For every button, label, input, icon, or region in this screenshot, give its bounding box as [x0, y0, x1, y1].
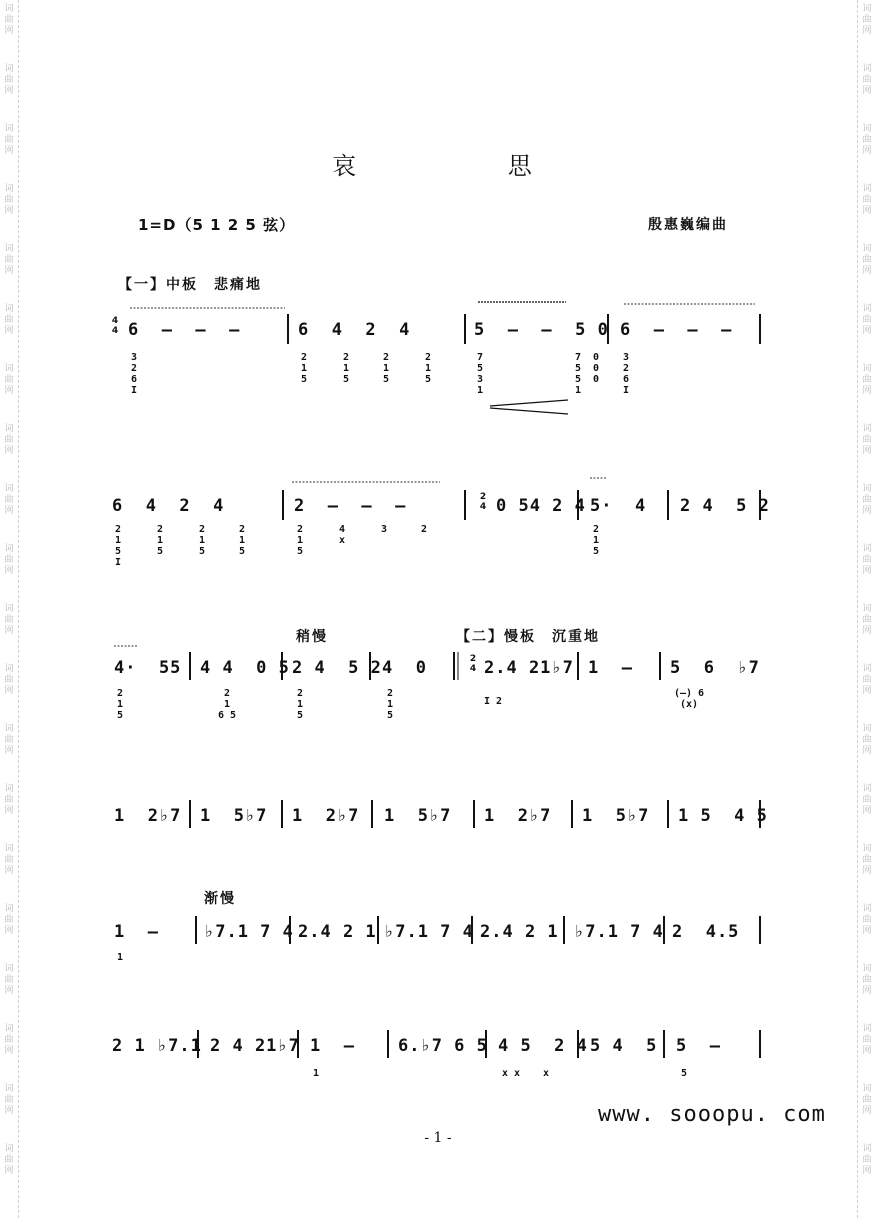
time-signature: 4 4 — [111, 316, 119, 336]
watermark-glyphs: 词 曲 网 — [4, 544, 14, 576]
watermark-glyphs: 词 曲 网 — [862, 64, 872, 96]
measure: 2 4 21♭7 — [210, 1036, 300, 1056]
watermark-glyphs: 词 曲 网 — [4, 4, 14, 36]
measure: 2.4 2 1 — [480, 922, 559, 942]
chord-column: 2 1 5 I — [114, 524, 122, 568]
measure: 2 4.5 — [672, 922, 740, 942]
watermark-glyphs: 词 曲 网 — [4, 1084, 14, 1116]
measure: 6 4 2 4 — [298, 320, 411, 340]
chord-column: 7 5 5 1 — [574, 352, 582, 396]
measure: 1 – — [114, 922, 159, 942]
watermark-glyphs: 词 曲 网 — [862, 124, 872, 156]
watermark-glyphs: 词 曲 网 — [4, 964, 14, 996]
measure: 6 – – – — [128, 320, 241, 340]
measure: 2 – – – — [294, 496, 407, 516]
measure: 2.4 2 1 — [298, 922, 377, 942]
website-watermark: www. sooopu. com — [598, 1102, 826, 1127]
key-signature: 1=D（5 1 2 5 弦） — [138, 216, 296, 234]
watermark-glyphs: 词 曲 网 — [4, 304, 14, 336]
watermark-glyphs: 词 曲 网 — [862, 244, 872, 276]
chord-column: 2 1 5 — [238, 524, 246, 557]
measure: 2 4 5 2 — [292, 658, 382, 678]
watermark-glyphs: 词 曲 网 — [4, 1144, 14, 1176]
page-number: - 1 - — [424, 1130, 452, 1146]
watermark-glyphs: 词 曲 网 — [862, 1144, 872, 1176]
measure: 1 2♭7 — [292, 806, 360, 826]
section-label-1: 【一】中板 悲痛地 — [118, 277, 262, 293]
measure: 2 1 ♭7.1 — [112, 1036, 202, 1056]
chord-column: 2 1 5 — [386, 688, 394, 721]
measure: 6.♭7 6 5 — [398, 1036, 488, 1056]
watermark-glyphs: 词 曲 网 — [862, 4, 872, 36]
score-title: 哀 思 — [332, 152, 604, 180]
watermark-glyphs: 词 曲 网 — [862, 424, 872, 456]
measure: 4· 55 — [114, 658, 182, 678]
measure: ♭7.1 7 4 — [384, 922, 474, 942]
measure: 5 – – 5 0 — [474, 320, 609, 340]
watermark-glyphs: 词 曲 网 — [862, 184, 872, 216]
tempo-slower: 稍慢 — [296, 629, 328, 645]
chord-column: 1 — [312, 1068, 320, 1079]
time-signature: 2 4 — [469, 654, 477, 674]
watermark-glyphs: 词 曲 网 — [862, 964, 872, 996]
watermark-glyphs: 词 曲 网 — [862, 844, 872, 876]
measure: 2 4 5 2 — [680, 496, 770, 516]
watermark-glyphs: 词 曲 网 — [4, 64, 14, 96]
measure: 5 4 5 — [590, 1036, 658, 1056]
watermark-glyphs: 词 曲 网 — [4, 604, 14, 636]
chord-column: 1 — [116, 952, 124, 963]
chord-column: 4 x — [338, 524, 346, 546]
watermark-glyphs: 词 曲 网 — [4, 664, 14, 696]
watermark-glyphs: 词 曲 网 — [862, 1084, 872, 1116]
chord-column: 3 2 6 I — [130, 352, 138, 396]
chord-column: 5 — [680, 1068, 688, 1079]
chord-column: 2 1 6 5 — [217, 688, 237, 721]
measure: 1 – — [310, 1036, 355, 1056]
watermark-glyphs: 词 曲 网 — [862, 904, 872, 936]
watermark-glyphs: 词 曲 网 — [4, 364, 14, 396]
measure: 5 – — [676, 1036, 721, 1056]
measure: ♭7.1 7 4 — [574, 922, 664, 942]
watermark-glyphs: 词 曲 网 — [862, 544, 872, 576]
watermark-glyphs: 词 曲 网 — [4, 244, 14, 276]
measure: 5· 4 — [590, 496, 647, 516]
staff-line-3-marks — [0, 640, 876, 750]
measure: 1 2♭7 — [484, 806, 552, 826]
chord-column: 7 5 3 1 — [476, 352, 484, 396]
watermark-glyphs: 词 曲 网 — [4, 184, 14, 216]
chord-column: x — [542, 1068, 550, 1079]
chord-column: 3 — [380, 524, 388, 535]
measure: 4 0 — [382, 658, 427, 678]
measure: 1 5♭7 — [200, 806, 268, 826]
time-signature: 2 4 — [479, 492, 487, 512]
measure: 1 5♭7 — [384, 806, 452, 826]
watermark-glyphs: 词 曲 网 — [4, 904, 14, 936]
chord-column: 0 0 0 — [592, 352, 600, 385]
staff-line-3 — [0, 640, 876, 750]
staff-line-4 — [0, 798, 876, 858]
measure: ♭7.1 7 4 — [204, 922, 294, 942]
tempo-gradually-slower: 渐慢 — [204, 891, 236, 907]
chord-column: 3 2 6 I — [622, 352, 630, 396]
measure: 4 4 0 5 — [200, 658, 290, 678]
chord-column: (–) 6 (x) — [673, 688, 705, 710]
chord-column: 2 1 5 — [592, 524, 600, 557]
measure: 1 – — [588, 658, 633, 678]
watermark-glyphs: 词 曲 网 — [4, 1024, 14, 1056]
watermark-glyphs: 词 曲 网 — [4, 784, 14, 816]
chord-column: 2 1 5 — [198, 524, 206, 557]
staff-line-2-marks — [0, 470, 876, 590]
measure: 1 5 4 5 — [678, 806, 768, 826]
measure: 1 2♭7 — [114, 806, 182, 826]
chord-column: 2 — [420, 524, 428, 535]
chord-column: 2 1 5 — [342, 352, 350, 385]
watermark-glyphs: 词 曲 网 — [862, 724, 872, 756]
chord-column: 2 1 5 — [116, 688, 124, 721]
measure: 2.4 21♭7 — [484, 658, 574, 678]
chord-column: 2 1 5 — [156, 524, 164, 557]
watermark-glyphs: 词 曲 网 — [862, 1024, 872, 1056]
staff-line-1 — [0, 296, 876, 436]
chord-column: 2 1 5 — [300, 352, 308, 385]
chord-column: x x — [501, 1068, 521, 1079]
watermark-glyphs: 词 曲 网 — [862, 364, 872, 396]
measure: 1 5♭7 — [582, 806, 650, 826]
composer: 殷惠巍编曲 — [648, 217, 728, 233]
measure: 5 6 ♭7 — [670, 658, 760, 678]
chord-column: 2 1 5 — [296, 688, 304, 721]
watermark-glyphs: 词 曲 网 — [862, 604, 872, 636]
watermark-glyphs: 词 曲 网 — [4, 724, 14, 756]
staff-line-2 — [0, 470, 876, 590]
measure: 4 5 2 4 — [498, 1036, 588, 1056]
watermark-glyphs: 词 曲 网 — [862, 784, 872, 816]
section-label-2: 【二】慢板 沉重地 — [456, 629, 600, 645]
watermark-glyphs: 词 曲 网 — [862, 304, 872, 336]
chord-column: 2 1 5 — [382, 352, 390, 385]
watermark-glyphs: 词 曲 网 — [862, 664, 872, 696]
watermark-glyphs: 词 曲 网 — [4, 424, 14, 456]
watermark-glyphs: 词 曲 网 — [4, 844, 14, 876]
measure: 6 4 2 4 — [112, 496, 225, 516]
chord-column: 2 1 5 — [424, 352, 432, 385]
watermark-glyphs: 词 曲 网 — [4, 124, 14, 156]
watermark-glyphs: 词 曲 网 — [4, 484, 14, 516]
watermark-glyphs: 词 曲 网 — [862, 484, 872, 516]
chord-column: I 2 — [483, 696, 503, 707]
chord-column: 2 1 5 — [296, 524, 304, 557]
measure: 0 54 2 4 — [496, 496, 586, 516]
staff-line-5 — [0, 914, 876, 974]
staff-line-6 — [0, 1026, 876, 1096]
measure: 6 – – – — [620, 320, 733, 340]
